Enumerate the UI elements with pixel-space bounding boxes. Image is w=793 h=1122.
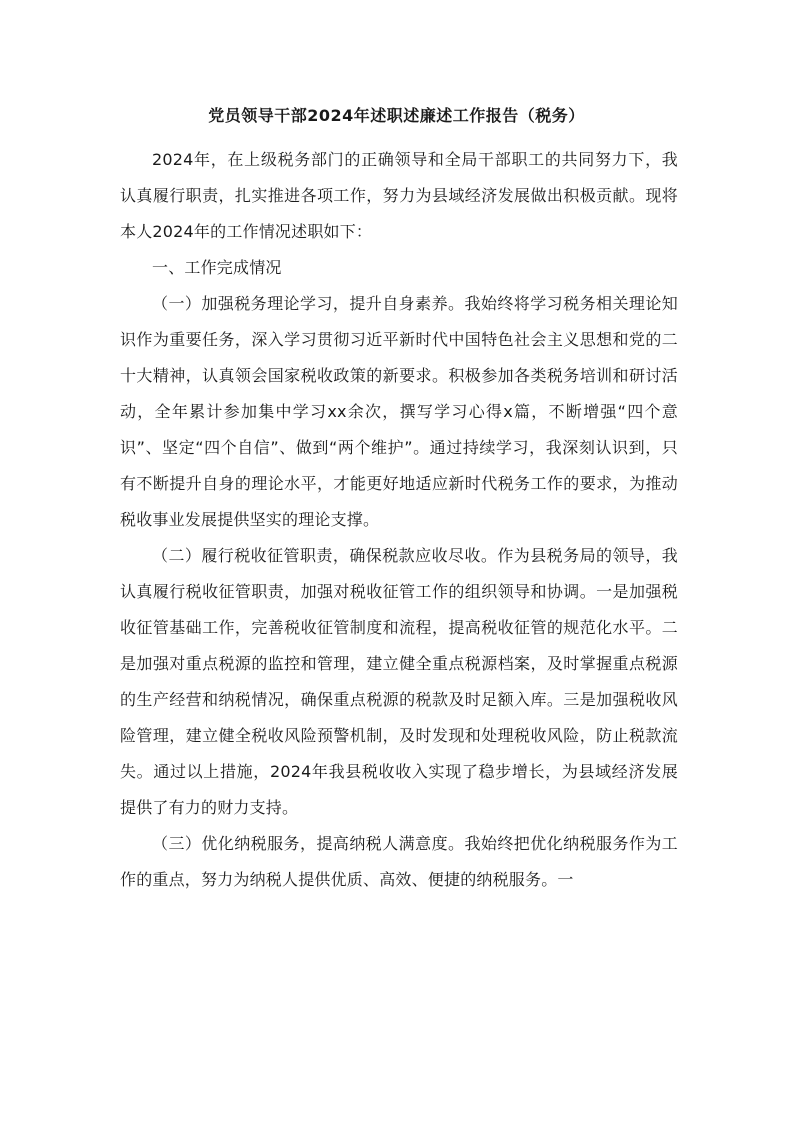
- paragraph-tax-service: （三）优化纳税服务，提高纳税人满意度。我始终把优化纳税服务作为工作的重点，努力为纳税人提供优质、高效、便捷的纳税服务。一: [120, 834, 678, 889]
- document-body: [120, 142, 678, 898]
- section-heading: 一、工作完成情况: [152, 258, 282, 277]
- paragraph-intro: 2024年，在上级税务部门的正确领导和全局干部职工的共同努力下，我认真履行职责，扎实推进各项工作，努力为县域经济发展做出积极贡献。现将本人2024年的工作情况述职如下：: [120, 150, 678, 241]
- paragraph-tax-collection: （二）履行税收征管职责，确保税款应收尽收。作为县税务局的领导，我认真履行税收征管职责，加强对税收征管工作的组织领导和协调。一是加强税收征管基础工作，完善税收征管制度和流程，提高税收征管的规范化水平。二是加强对重点税源的监控和管理，建立健全重点税源档案，及时掌握重点税源的生产经营和纳税情况，确保重点税源的税款及时足额入库。三是加强税收风险管理，建立健全税收风险预警机制，及时发现和处理税收风险，防止税款流失。通过以上措施，2024年我县税收收入实现了稳步增长，为县域经济发展提供了有力的财力支持。: [120, 546, 678, 817]
- paragraph-study: （一）加强税务理论学习，提升自身素养。我始终将学习税务相关理论知识作为重要任务，深入学习贯彻习近平新时代中国特色社会主义思想和党的二十大精神，认真领会国家税收政策的新要求。积极参加各类税务培训和研讨活动，全年累计参加集中学习xx余次，撰写学习心得x篇，不断增强“四个意识”、坚定“四个自信”、做到“两个维护”。通过持续学习，我深刻认识到，只有不断提升自身的理论水平，才能更好地适应新时代税务工作的要求，为推动税收事业发展提供坚实的理论支撑。: [120, 294, 678, 529]
- document-title: 党员领导干部2024年述职述廉述工作报告（税务）: [208, 106, 585, 125]
